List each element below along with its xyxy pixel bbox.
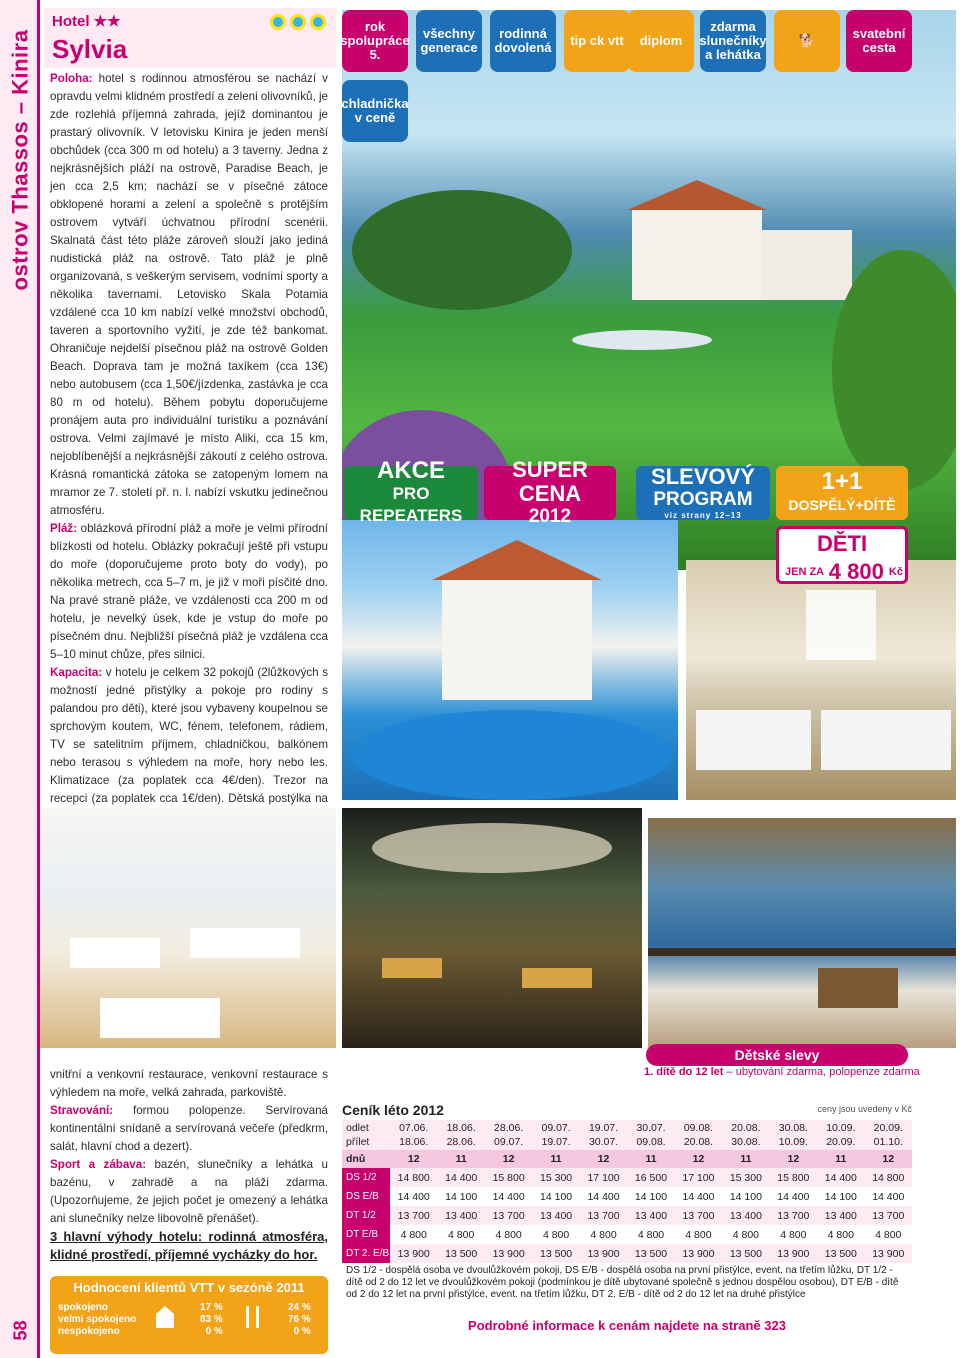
price-cell: 4 800 [685,1228,712,1241]
price-cell: 15 300 [722,1168,769,1187]
price-table [342,1120,912,1263]
house-icon [154,1304,176,1330]
row-label: DS E/B [342,1187,390,1206]
price-cell: 14 400 [492,1190,525,1203]
destination-title: ostrov Thassos – Kinira [7,29,33,291]
board-paragraph: Stravování: formou polopenze. Servírovaná kontinentální snídaně a servírovaná večeře (předkrm, salát, hlavní chod a dezert). [50,1104,328,1153]
kids-discount-text: 1. dítě do 12 let – ubytování zdarma, polopenze zdarma [644,1066,920,1078]
price-cell: 13 700 [865,1206,912,1225]
hotel-category: Hotel ★★ [52,13,121,30]
balcony-sea-photo [648,818,956,1048]
row-label: DT 1/2 [342,1206,390,1225]
price-cell: 14 100 [540,1190,573,1203]
room-illustration [686,560,956,800]
sun-icon [290,14,306,30]
price-cell: 13 900 [580,1244,627,1263]
price-cell: 17 100 [675,1168,722,1187]
price-cell: 14 100 [729,1190,762,1203]
nights-cell: 11 [532,1150,579,1168]
nights-cell: 12 [770,1150,817,1168]
date-cell: 07.06. 18.06. [390,1120,437,1150]
date-cell: 20.09. 01.10. [865,1120,912,1150]
nights-cell: 12 [390,1150,437,1168]
price-cell: 13 900 [865,1244,912,1263]
date-cell: 19.07. 30.07. [580,1120,627,1150]
nights-cell: 11 [722,1150,769,1168]
restaurant-photo [40,808,336,1048]
price-cell: 4 800 [827,1228,854,1241]
kids-offer-title: DĚTI [816,531,868,556]
date-cell: 10.09. 20.09. [817,1120,864,1150]
price-cell: 14 100 [634,1190,668,1203]
rating-accommodation: 17 % 83 % 0 % [200,1302,223,1337]
date-labels: odlet přílet [342,1120,390,1150]
price-cell: 4 800 [875,1228,902,1241]
terrace-night-photo [342,808,642,1048]
price-cell: 13 900 [770,1244,817,1263]
page-number: 58 [10,1319,31,1341]
table-row [342,1150,912,1168]
badge-tip: tip ck vtt [564,10,630,72]
date-cell: 18.06. 28.06. [437,1120,484,1150]
sun-icon [310,14,326,30]
cutlery-icon [242,1304,264,1330]
date-cell: 09.07. 19.07. [532,1120,579,1150]
terrace-illustration [342,808,642,1048]
price-cell: 13 500 [532,1244,579,1263]
price-cell: 14 400 [587,1190,620,1203]
price-cell: 14 100 [445,1190,478,1203]
nights-cell: 12 [865,1150,912,1168]
price-cell: 13 900 [675,1244,722,1263]
description-column-2 [50,1066,328,1264]
table-row [342,1206,912,1225]
price-footnote: DS 1/2 - dospělá osoba ve dvoulůžkovém pokoji, DS E/B - dospělá osoba na první přistýlce, event. na třetím lůžku, DT 1/2 - dítě od 2 do 12 let ve dvoulůžkovém pokoji (podmínkou je dítě ubytované společně s jednou dospělou osobou), DT E/B - dítě od 2 do 12 let na první přistýlce, event. na třetím lůžku, DT 2. E/B - dítě od 2 do 12 let na druhé přistýlce [346,1265,899,1300]
beach-paragraph: Pláž: oblázková přírodní pláž a moře je velmi přírodní blízkosti od hotelu. Oblázky pokračují ještě při vstupu do moře (doporučujeme proto boty do vody), po několika metrech, cca 5–7 m, je již v moři písčité dno. Na pravé straně pláže, ve vzdálenosti cca 200 m od hotelu, je nevelký úsek, kde je vstup do moře po písečném dnu. Nejbližší písečná pláž je vzdálena cca 5–10 minut chůze, přes silnici. [50,522,328,661]
sun-icon [270,14,286,30]
nights-cell: 12 [580,1150,627,1168]
badge-honeymoon: svatební cesta [846,10,912,72]
sport-paragraph: Sport a zábava: bazén, slunečníky a lehátka u bazénu, v zahradě a na pláži zdarma. (Upozorňujeme, že jejich počet je omezený a lehátka ani slunečníky nelze libovolně přenášet). [50,1158,328,1225]
sidebar [0,0,40,1358]
hotel-highlights: 3 hlavní výhody hotelu: rodinná atmosféra, klidné prostředí, příjemné vycházky do hor. [50,1229,328,1262]
price-cell: 13 900 [390,1244,437,1263]
hotel-name: Sylvia [52,34,128,64]
price-cell: 13 500 [437,1244,484,1263]
dog-icon: 🐕 [774,10,840,72]
row-label: DT 2. E/B [342,1244,390,1263]
table-row [342,1244,912,1263]
price-cell: 15 300 [532,1168,579,1187]
date-cell: 20.08. 30.08. [722,1120,769,1150]
price-cell: 14 800 [865,1168,912,1187]
price-cell: 13 400 [627,1206,674,1225]
badge-free-loungers: zdarma slunečníky a lehátka [700,10,766,72]
services-paragraph-cont: vnitřní a venkovní restaurace, venkovní restaurace s výhledem na moře, velká zahrada, parkoviště. [50,1068,328,1099]
footer-note: Podrobné informace k cenám najdete na straně 323 [468,1318,786,1333]
kids-discount-title: Dětské slevy [646,1044,908,1066]
badge-family: rodinná dovolená [490,10,556,72]
kids-offer [776,526,908,584]
date-cell: 09.08. 20.08. [675,1120,722,1150]
price-cell: 14 400 [437,1168,484,1187]
row-label: DT E/B [342,1225,390,1244]
date-cell: 30.07. 09.08. [627,1120,674,1150]
price-cell: 13 700 [485,1206,532,1225]
price-cell: 4 800 [448,1228,475,1241]
price-cell: 13 400 [817,1206,864,1225]
price-cell: 16 500 [627,1168,674,1187]
rating-title: Hodnocení klientů VTT v sezóně 2011 [73,1280,305,1295]
row-label: DS 1/2 [342,1168,390,1187]
promo-one-plus-one: 1+1 DOSPĚLÝ+DÍTĚ [776,466,908,520]
price-cell: 17 100 [580,1168,627,1187]
price-cell: 4 800 [637,1228,665,1241]
price-cell: 4 800 [542,1228,570,1241]
badge-diploma: diplom [628,10,694,72]
price-cell: 15 800 [770,1168,817,1187]
price-cell: 13 500 [627,1244,674,1263]
room-photo [686,560,956,800]
badge-all-generations: všechny generace [416,10,482,72]
price-cell: 14 400 [397,1190,430,1203]
balcony-illustration [648,818,956,1048]
nights-cell: 11 [437,1150,484,1168]
nights-cell: 11 [817,1150,864,1168]
rating-food: 24 % 76 % 0 % [288,1302,311,1337]
price-cell: 13 700 [390,1206,437,1225]
kids-offer-price: JEN ZA 4 800 Kč [785,559,903,584]
location-paragraph: Poloha: hotel s rodinnou atmosférou se nachází v opravdu velmi klidném prostředí a zeleni olivovníků, je zde rozlehlá příjemná zahrada, jejíž dominantou je prastarý olivovník. V letovisku Kinira je jeden menší obchůdek (cca 300 m od hotelu) a 3 taverny. Jedna z nejkrásnějších pláží na ostrově, Paradise Beach, je jen cca 2,5 km; nachází se v písečné zátoce obklopené horami a zelení a společně s protějším ostrovem vytváří úchvatnou přírodní scenérii. Skalnatá část této pláže zároveň slouží jako jediná nudistická pláž na ostrově. Tato pláž je plně organizovaná, s veškerým servisem, vodními sporty a několika tavernami. Letovisko Skala Potamia vzdálené cca 10 km nabízí velké množství obchodů, taveren a sportovního vyžití, je zde též bankomat. Ohraničuje nejdelší písečnou pláž na ostrově Golden Beach. Doprava tam je možná taxíkem (cca 13€) nebo autobusem (cca 1,50€/jízdenka, zastávka je cca 80 m od hotelu). Během pobytu doporučujeme pronájem auta pro individuální turistiku a poznávání ostrova. Velmi zajímavé je místo Aliki, cca 15 km, nejoblíbenější a nejkrásnější zákoutí z celého ostrova. Krásná romantická zátoka se zatopeným lomem na mramor ze 7. století př. n. l. nabízí vskutku jedinečnou atmosféru. [50,72,328,517]
price-cell: 13 500 [722,1244,769,1263]
nights-cell: 11 [627,1150,674,1168]
price-cell: 13 700 [675,1206,722,1225]
nights-cell: 12 [485,1150,532,1168]
price-cell: 14 800 [390,1168,437,1187]
price-cell: 14 400 [682,1190,715,1203]
rating-suns [270,14,326,30]
price-cell: 4 800 [590,1228,617,1241]
price-cell: 13 900 [485,1244,532,1263]
price-cell: 4 800 [732,1228,760,1241]
badge-fridge: chladnička v ceně [342,80,408,142]
pool-photo [342,520,678,800]
price-cell: 13 700 [770,1206,817,1225]
description-column [50,70,328,880]
price-cell: 13 500 [817,1244,864,1263]
table-row [342,1120,912,1150]
price-cell: 14 400 [817,1168,864,1187]
promo-super-price: SUPER CENA 2012 [484,466,616,520]
nights-cell: 12 [675,1150,722,1168]
nights-label: dnů [342,1150,390,1168]
client-rating [50,1276,328,1354]
capacity-paragraph: Kapacita: v hotelu je celkem 32 pokojů (2lůžkových s možností jedné přistýlky a pokoje pro rodiny s palandou pro děti), které jsou vybaveny koupelnou se sprchovým koutem, WC, fénem, telefonem, rádiem, TV se satelitním příjmem, chladničkou, balkónem nebo terasou s výhledem na moře, hory nebo les. Klimatizace (za poplatek cca 4€/den). Trezor na recepci (za poplatek cca 1€/den). Dětská postýlka na [50,666,328,805]
rating-labels: spokojeno velmi spokojeno nespokojeno [58,1302,137,1337]
table-row [342,1225,912,1244]
table-row [342,1187,912,1206]
price-cell: 14 100 [824,1190,857,1203]
date-cell: 30.08. 10.09. [770,1120,817,1150]
price-list-title: Ceník léto 2012 [342,1102,444,1118]
table-row [342,1168,912,1187]
price-cell: 15 800 [485,1168,532,1187]
price-cell: 14 400 [872,1190,905,1203]
price-cell: 13 400 [532,1206,579,1225]
pool-illustration [342,520,678,800]
price-cell: 4 800 [400,1228,427,1241]
price-cell: 13 700 [580,1206,627,1225]
price-cell: 4 800 [780,1228,807,1241]
price-list [342,1100,912,1301]
price-cell: 13 400 [722,1206,769,1225]
badge-cooperation: rok spolupráce 5. [342,10,408,72]
promo-discount-program: SLEVOVÝ PROGRAM viz strany 12–13 [636,466,770,520]
restaurant-illustration [40,808,336,1048]
hotel-header [44,8,336,68]
date-cell: 28.06. 09.07. [485,1120,532,1150]
price-cell: 13 400 [437,1206,484,1225]
promo-repeaters: AKCE PRO REPEATERS [344,466,478,520]
price-cell: 14 400 [777,1190,810,1203]
price-list-note: ceny jsou uvedeny v Kč [817,1104,912,1114]
price-cell: 4 800 [495,1228,522,1241]
